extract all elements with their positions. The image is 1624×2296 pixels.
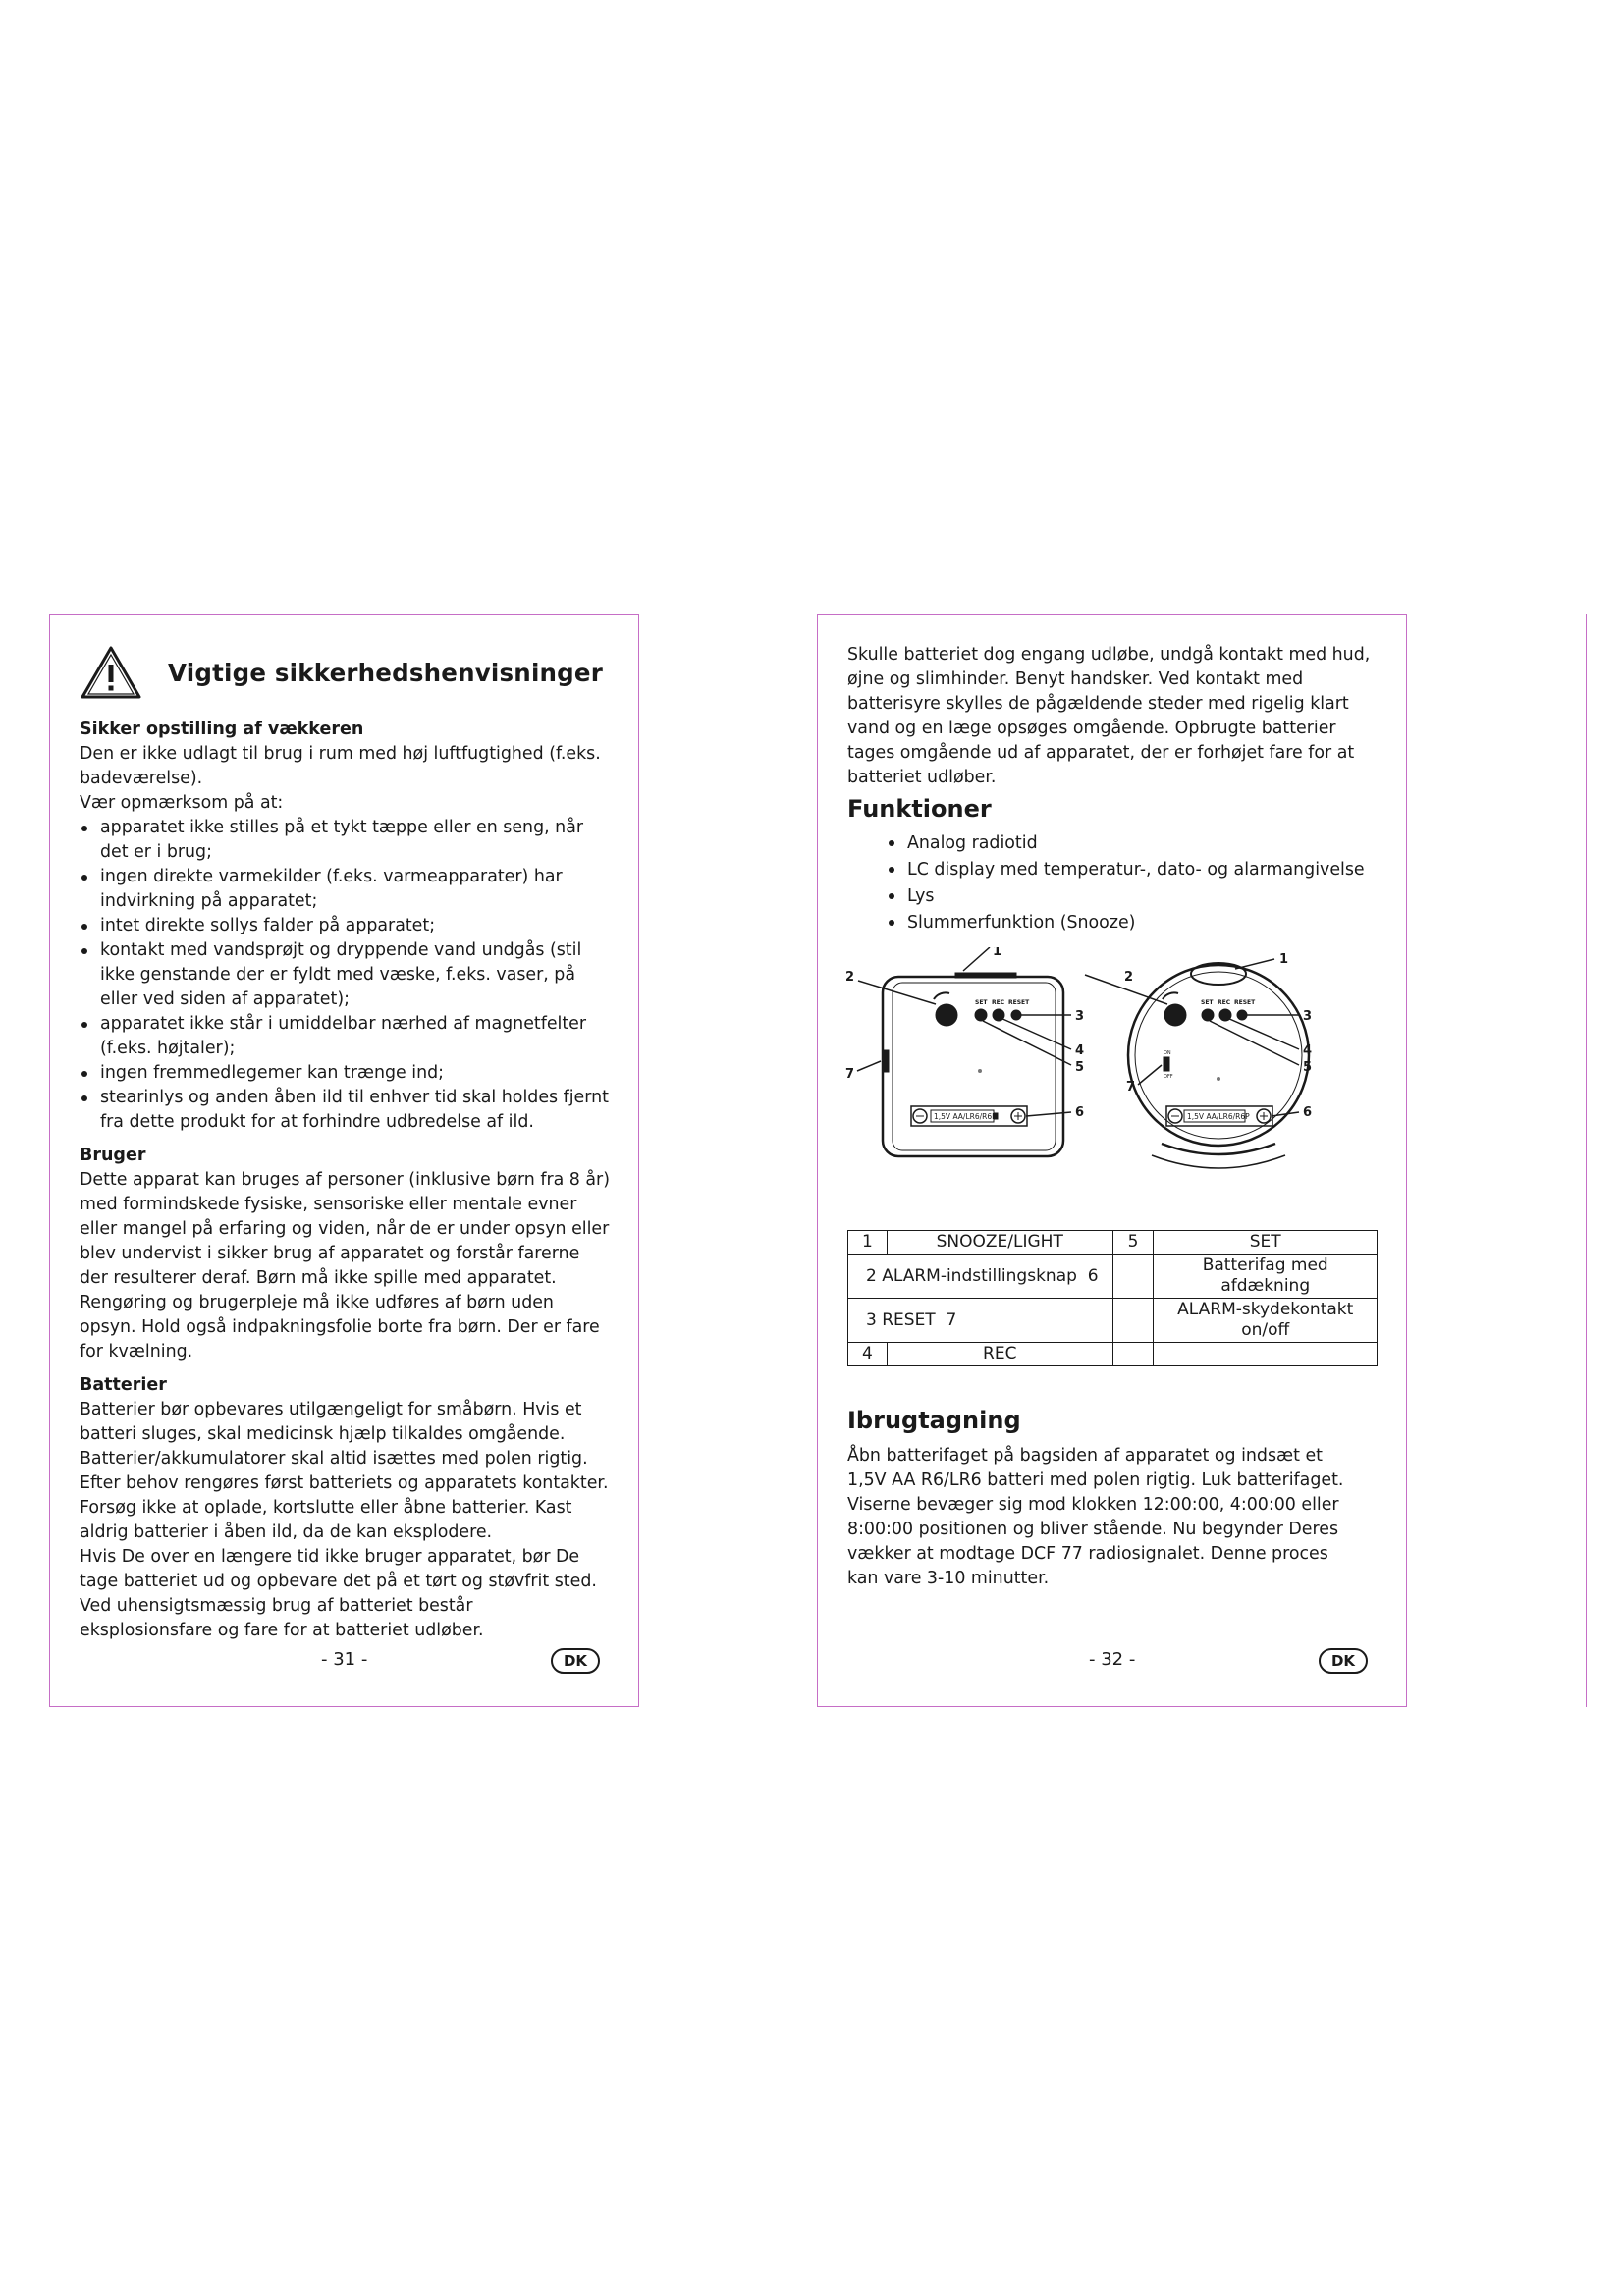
- callout-6: 6: [1075, 1105, 1085, 1120]
- functions-list: [887, 830, 1378, 936]
- callout-2: 2: [845, 970, 855, 985]
- title-row: [80, 645, 603, 700]
- table-cell: [1112, 1299, 1154, 1343]
- paragraph: Dette apparat kan bruges af personer (inklusive børn fra 8 år) med formindskede fysiske, sensoriske eller mentale evner eller mangel på erfaring og viden, når de er under opsyn eller blev undervist i sikker brug af apparatet og forstår farerne der resulterer deraf. Børn må ikke spille med apparatet. Rengøring og brugerpleje må ikke udføres af børn uden opsyn. Hold også indpakningsfolie borte fra børn. Der er fare for kvælning.: [80, 1170, 610, 1362]
- page-title: Vigtige sikkerhedshenvisninger: [168, 658, 604, 687]
- section-heading: Batterier: [80, 1375, 167, 1395]
- switch-label: OFF: [1164, 1074, 1173, 1080]
- list-item: LC display med temperatur-, dato- og alarmangivelse: [887, 857, 1378, 883]
- table-row: [848, 1299, 1378, 1343]
- battery-label: 1,5V AA/LR6/R6P: [934, 1112, 997, 1121]
- paragraph: Batterier bør opbevares utilgængeligt for småbørn. Hvis et batteri sluges, skal medicinsk hjælp tilkaldes omgående. Batterier/akkumulatorer skal altid isættes med polen rigtig. Efter behov rengøres først batteriets og apparatets kontakter. Forsøg ikke at oplade, kortslutte eller åbne batterier. Kast aldrig batterier i åben ild, da de kan eksplodere.: [80, 1400, 609, 1542]
- list-item: apparatet ikke stilles på et tykt tæppe eller en seng, når det er i brug;: [80, 816, 610, 865]
- callout-4: 4: [1075, 1043, 1085, 1058]
- table-row: [848, 1255, 1378, 1299]
- language-badge: DK: [1319, 1648, 1368, 1674]
- table-cell: [848, 1255, 1113, 1299]
- callout-3: 3: [1303, 1009, 1313, 1024]
- intro-paragraph: Skulle batteriet dog engang udløbe, undgå kontakt med hud, øjne og slimhinder. Benyt handsker. Ved kontakt med batterisyre skylles de pågældende steder med rigelig klart vand og en læge opsøges omgående. Opbrugte batterier tages omgående ud af apparatet, der er forhøjet fare for at batteriet udløber.: [847, 645, 1371, 787]
- table-row: [848, 1343, 1378, 1366]
- list-item: kontakt med vandsprøjt og dryppende vand undgås (stil ikke genstande der er fyldt med væske, f.eks. vaser, på eller ved siden af apparatet);: [80, 938, 610, 1012]
- usage-paragraph: Åbn batterifaget på bagsiden af apparatet og indsæt et 1,5V AA R6/LR6 batteri med polen rigtig. Luk batterifaget. Viserne bevæger sig mod klokken 12:00:00, 4:00:00 eller 8:00:00 positionen og bliver stående. Nu begynder Deres vækker at modtage DCF 77 radiosignalet. Denne proces kan vare 3-10 minutter.: [847, 1446, 1344, 1588]
- table-cell-text: 2 ALARM-indstillingsknap: [866, 1265, 1077, 1286]
- section-heading: Funktioner: [847, 795, 992, 823]
- warning-triangle-icon: [80, 645, 142, 700]
- list-item: ingen direkte varmekilder (f.eks. varmeapparater) har indvirkning på apparatet;: [80, 865, 610, 914]
- list-item: ingen fremmedlegemer kan trænge ind;: [80, 1061, 610, 1086]
- list-item: apparatet ikke står i umiddelbar nærhed af magnetfelter (f.eks. højtaler);: [80, 1012, 610, 1061]
- button-label: RESET: [1234, 999, 1256, 1006]
- next-page-edge: [1586, 614, 1587, 1707]
- table-cell: SET: [1154, 1231, 1378, 1255]
- list-item: stearinlys og anden åben ild til enhver tid skal holdes fjernt fra dette produkt for at forhindre udbredelse af ild.: [80, 1086, 610, 1135]
- list-item: Slummerfunktion (Snooze): [887, 910, 1378, 936]
- button-label: REC: [1218, 999, 1231, 1006]
- bullet-list: [80, 816, 610, 1135]
- table-cell: ALARM-skydekontakt on/off: [1154, 1299, 1378, 1343]
- table-cell-text: 3 RESET: [866, 1309, 936, 1330]
- left-content: [80, 718, 610, 1643]
- left-page: [49, 614, 639, 1707]
- list-item: Analog radiotid: [887, 830, 1378, 857]
- list-item: Lys: [887, 883, 1378, 910]
- button-label: RESET: [1008, 999, 1030, 1006]
- section-heading: Sikker opstilling af vækkeren: [80, 720, 364, 739]
- section-heading: Ibrugtagning: [847, 1407, 1021, 1434]
- button-label: SET: [1201, 999, 1214, 1006]
- callout-5: 5: [1075, 1060, 1085, 1075]
- callout-1: 1: [993, 947, 1002, 959]
- table-cell: REC: [887, 1343, 1112, 1366]
- parts-table: [847, 1230, 1378, 1366]
- paragraph: Vær opmærksom på at:: [80, 793, 284, 813]
- switch-label: ON: [1164, 1050, 1171, 1056]
- clock-diagram: [818, 947, 1408, 1183]
- table-cell: [1112, 1255, 1154, 1299]
- table-cell: [1154, 1343, 1378, 1366]
- square-clock: [857, 947, 1071, 1156]
- callout-6: 6: [1303, 1105, 1313, 1120]
- page-number: - 31 -: [321, 1649, 368, 1670]
- table-row: [848, 1231, 1378, 1255]
- callout-3: 3: [1075, 1009, 1085, 1024]
- table-cell-text: 7: [946, 1309, 957, 1330]
- callout-1: 1: [1279, 952, 1289, 967]
- table-cell: 1: [848, 1231, 888, 1255]
- list-item: intet direkte sollys falder på apparatet;: [80, 914, 610, 938]
- page-number: - 32 -: [1089, 1649, 1136, 1670]
- table-cell: [848, 1299, 1113, 1343]
- paragraph: Den er ikke udlagt til brug i rum med høj luftfugtighed (f.eks. badeværelse).: [80, 744, 601, 788]
- button-label: SET: [975, 999, 988, 1006]
- right-page: [817, 614, 1407, 1707]
- callout-5: 5: [1303, 1060, 1313, 1075]
- callout-7: 7: [845, 1067, 855, 1082]
- callout-2: 2: [1124, 970, 1134, 985]
- table-cell: [1112, 1343, 1154, 1366]
- button-label: REC: [992, 999, 1005, 1006]
- table-cell: 4: [848, 1343, 888, 1366]
- callout-4: 4: [1303, 1043, 1313, 1058]
- language-badge: DK: [551, 1648, 600, 1674]
- table-cell: SNOOZE/LIGHT: [887, 1231, 1112, 1255]
- section-heading: Bruger: [80, 1146, 146, 1165]
- paragraph: Hvis De over en længere tid ikke bruger apparatet, bør De tage batteriet ud og opbevare det på et tørt og støvfrit sted. Ved uhensigtsmæssig brug af batteriet består eksplosionsfare og fare for at batteriet udløber.: [80, 1547, 597, 1640]
- table-cell-text: 6: [1087, 1265, 1099, 1286]
- callout-7: 7: [1126, 1080, 1136, 1095]
- table-cell: 5: [1112, 1231, 1154, 1255]
- round-clock: [1085, 959, 1309, 1168]
- battery-label: 1,5V AA/LR6/R6P: [1187, 1112, 1250, 1121]
- table-cell: Batterifag med afdækning: [1154, 1255, 1378, 1299]
